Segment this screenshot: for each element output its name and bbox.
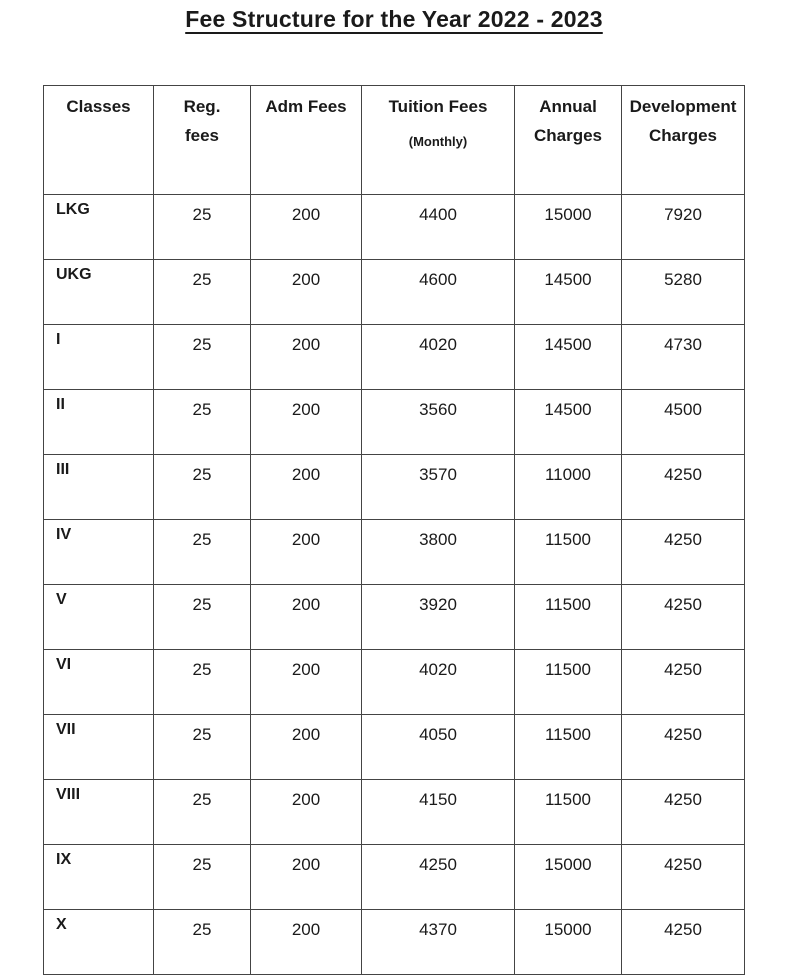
header-reg-fees: [154, 86, 251, 195]
table-row: [44, 780, 745, 845]
header-development-charges: [622, 86, 745, 195]
development-charges-cell: 5280: [622, 260, 745, 325]
tuition-fees-cell: 3800: [362, 520, 515, 585]
tuition-fees-cell: 4150: [362, 780, 515, 845]
development-charges-cell: 4250: [622, 715, 745, 780]
table-row: [44, 390, 745, 455]
reg-fees-cell: 25: [154, 455, 251, 520]
table-row: [44, 585, 745, 650]
adm-fees-cell: 200: [251, 325, 362, 390]
table-row: [44, 260, 745, 325]
header-row: [44, 86, 745, 195]
class-cell: I: [44, 325, 154, 390]
annual-charges-cell: 11000: [515, 455, 622, 520]
header-reg-fees-line2: fees: [184, 126, 220, 145]
adm-fees-cell: 200: [251, 715, 362, 780]
development-charges-cell: 4250: [622, 780, 745, 845]
header-reg-fees-line1: Reg.: [183, 97, 221, 116]
reg-fees-cell: 25: [154, 325, 251, 390]
class-cell: IV: [44, 520, 154, 585]
page-title-text: Fee Structure for the Year 2022 - 2023: [185, 6, 603, 32]
class-cell: VII: [44, 715, 154, 780]
page-title: [0, 6, 788, 33]
table-row: [44, 520, 745, 585]
adm-fees-cell: 200: [251, 520, 362, 585]
development-charges-cell: 7920: [622, 195, 745, 260]
adm-fees-cell: 200: [251, 585, 362, 650]
header-annual-charges: [515, 86, 622, 195]
tuition-fees-cell: 3570: [362, 455, 515, 520]
header-classes-label: Classes: [66, 97, 131, 116]
class-cell: III: [44, 455, 154, 520]
header-tuition-fees-label: Tuition Fees: [388, 97, 488, 116]
development-charges-cell: 4250: [622, 520, 745, 585]
tuition-fees-cell: 3560: [362, 390, 515, 455]
table-header: [44, 86, 745, 195]
table-row: [44, 650, 745, 715]
adm-fees-cell: 200: [251, 910, 362, 975]
reg-fees-cell: 25: [154, 910, 251, 975]
adm-fees-cell: 200: [251, 455, 362, 520]
adm-fees-cell: 200: [251, 845, 362, 910]
header-tuition-note: (Monthly): [408, 134, 468, 149]
adm-fees-cell: 200: [251, 390, 362, 455]
development-charges-cell: 4500: [622, 390, 745, 455]
annual-charges-cell: 14500: [515, 260, 622, 325]
tuition-fees-cell: 4020: [362, 650, 515, 715]
class-cell: VIII: [44, 780, 154, 845]
class-cell: IX: [44, 845, 154, 910]
annual-charges-cell: 15000: [515, 910, 622, 975]
development-charges-cell: 4250: [622, 585, 745, 650]
tuition-fees-cell: 4250: [362, 845, 515, 910]
annual-charges-cell: 14500: [515, 390, 622, 455]
header-annual-line1: Annual: [539, 97, 597, 116]
adm-fees-cell: 200: [251, 195, 362, 260]
annual-charges-cell: 15000: [515, 195, 622, 260]
header-adm-fees: [251, 86, 362, 195]
adm-fees-cell: 200: [251, 650, 362, 715]
class-cell: UKG: [44, 260, 154, 325]
class-cell: VI: [44, 650, 154, 715]
header-classes: [44, 86, 154, 195]
tuition-fees-cell: 3920: [362, 585, 515, 650]
reg-fees-cell: 25: [154, 390, 251, 455]
annual-charges-cell: 11500: [515, 780, 622, 845]
reg-fees-cell: 25: [154, 585, 251, 650]
reg-fees-cell: 25: [154, 845, 251, 910]
table-row: [44, 455, 745, 520]
class-cell: LKG: [44, 195, 154, 260]
tuition-fees-cell: 4400: [362, 195, 515, 260]
annual-charges-cell: 15000: [515, 845, 622, 910]
annual-charges-cell: 11500: [515, 520, 622, 585]
fee-structure-table: [43, 85, 745, 975]
table-row: [44, 195, 745, 260]
table-row: [44, 715, 745, 780]
class-cell: X: [44, 910, 154, 975]
annual-charges-cell: 14500: [515, 325, 622, 390]
annual-charges-cell: 11500: [515, 585, 622, 650]
class-cell: V: [44, 585, 154, 650]
reg-fees-cell: 25: [154, 195, 251, 260]
tuition-fees-cell: 4370: [362, 910, 515, 975]
development-charges-cell: 4250: [622, 845, 745, 910]
header-development-line2: Charges: [648, 126, 718, 145]
adm-fees-cell: 200: [251, 260, 362, 325]
header-adm-fees-label: Adm Fees: [265, 97, 347, 116]
tuition-fees-cell: 4050: [362, 715, 515, 780]
development-charges-cell: 4250: [622, 650, 745, 715]
reg-fees-cell: 25: [154, 520, 251, 585]
header-development-line1: Development: [629, 97, 737, 116]
class-cell: II: [44, 390, 154, 455]
table-row: [44, 910, 745, 975]
header-annual-line2: Charges: [533, 126, 603, 145]
annual-charges-cell: 11500: [515, 715, 622, 780]
tuition-fees-cell: 4020: [362, 325, 515, 390]
reg-fees-cell: 25: [154, 780, 251, 845]
development-charges-cell: 4250: [622, 910, 745, 975]
table-row: [44, 325, 745, 390]
header-tuition-fees: [362, 86, 515, 195]
annual-charges-cell: 11500: [515, 650, 622, 715]
tuition-fees-cell: 4600: [362, 260, 515, 325]
table-body: [44, 195, 745, 975]
development-charges-cell: 4730: [622, 325, 745, 390]
reg-fees-cell: 25: [154, 260, 251, 325]
reg-fees-cell: 25: [154, 650, 251, 715]
reg-fees-cell: 25: [154, 715, 251, 780]
table-row: [44, 845, 745, 910]
adm-fees-cell: 200: [251, 780, 362, 845]
development-charges-cell: 4250: [622, 455, 745, 520]
